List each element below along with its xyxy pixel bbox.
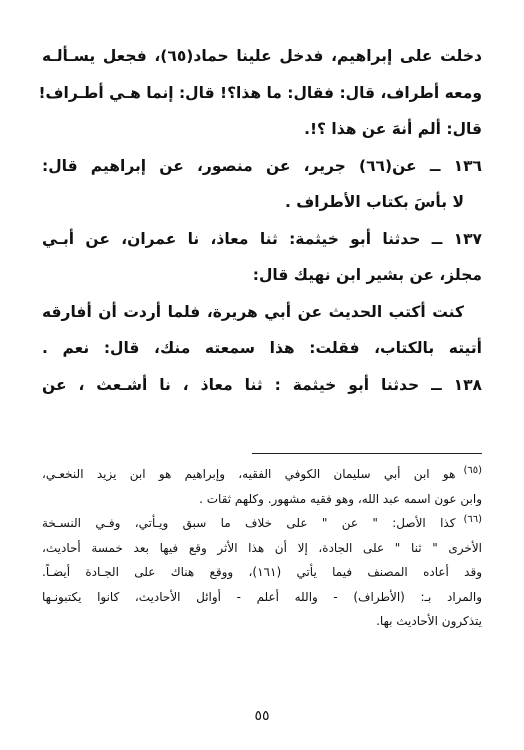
footnote-text: هو ابن أبي سليمان الكوفي الفقيه، وإبراهيم هو ابن يزيد النخعـي، [42, 467, 456, 481]
text-line: مجلز، عن بشير ابن نهيك قال: [252, 266, 482, 284]
text-line: لا بأسَ بكتاب الأطراف . [284, 193, 464, 211]
text-line: أتيته بالكتاب، فقلت: هذا سمعته منك، قال: نعم . [42, 339, 482, 357]
page-number: ٥٥ [254, 708, 270, 724]
footnote-line: والمراد بـ: (الأطراف) - والله أعلم - أوائل الأحاديث، كانوا يكتبونـها [42, 589, 482, 604]
footnote-line: الأخرى " ثنا " على الجادة، إلا أن هذا الأثر وقع فيها بعد خمسة أحاديث، [42, 540, 482, 555]
footnotes-block [42, 462, 482, 634]
text-line: قال: ألم أنهَ عن هذا ؟!. [304, 120, 482, 138]
footnote-text: كذا الأصل: " عن " على خلاف ما سبق ويـأتي، وفـي النسـخة [42, 516, 456, 530]
text-line: ١٣٦ ــ عن(٦٦) جرير، عن منصور، عن إبراهيم قال: [42, 156, 482, 175]
footnote-line: وقد أعاده المصنف فيما يأتي (١٦١)، ووقع هناك على الجـادة أيضـاً. [42, 565, 483, 579]
footnote-line [42, 511, 482, 536]
text-line: ومعه أطراف، قال: فقال: ما هذا؟! قال: إنما هـي أطـراف! [38, 83, 482, 102]
footnote-divider [252, 453, 482, 454]
main-text-block [38, 38, 482, 403]
text-line: كنت أكتب الحديث عن أبي هريرة، فلما أردت أن أفارقه [42, 302, 464, 321]
text-line: ١٣٧ ــ حدثنا أبو خيثمة: ثنا معاذ، نا عمران، عن أبـي [42, 229, 482, 248]
text-line: دخلت على إبراهيم، فدخل علينا حماد(٦٥)، فجعل يسـألـه [42, 47, 482, 65]
footnote-number: (٦٦) [463, 514, 482, 525]
footnote-line: وابن عون اسمه عبد الله، وهو فقيه مشهور. وكلهم ثقات . [199, 491, 482, 506]
text-line: ١٣٨ ــ حدثنا أبو خيثمة : ثنا معاذ ، نا أشـعث ، عن [42, 375, 482, 394]
footnote-line: يتذكرون الأحاديث بها. [376, 614, 482, 628]
footnote-number: (٦٥) [463, 465, 482, 476]
footnote-line [42, 462, 482, 487]
